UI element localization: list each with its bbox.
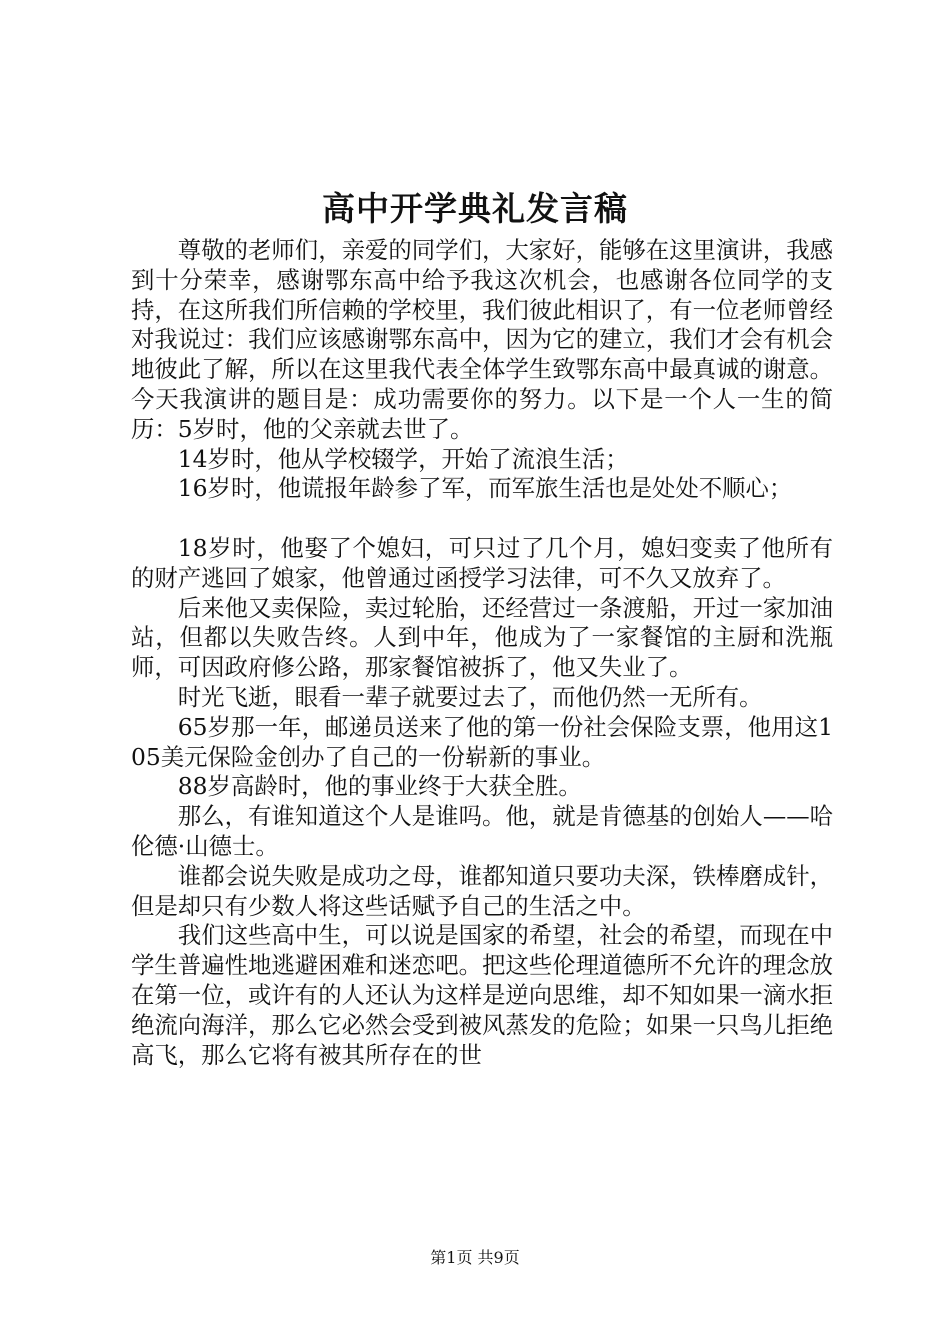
page-footer: 第1页 共9页 [430, 1248, 520, 1267]
paragraph-age-65: 65岁那一年，邮递员送来了他的第一份社会保险支票，他用这105美元保险金创办了自己的一份崭新的事业。 [131, 712, 833, 771]
document-body [131, 236, 833, 1070]
paragraph-age-16: 16岁时，他谎报年龄参了军，而军旅生活也是处处不顺心； [177, 474, 793, 503]
paragraph-intro: 尊敬的老师们，亲爱的同学们，大家好，能够在这里演讲，我感到十分荣幸，感谢鄂东高中给予我这次机会，也感谢各位同学的支持，在这所我们所信赖的学校里，我们彼此相识了，有一位老师曾经对我说过：我们应该感谢鄂东高中，因为它的建立，我们才会有机会地彼此了解，所以在这里我代表全体学生致鄂东高中最真诚的谢意。今天我演讲的题目是：成功需要你的努力。以下是一个人一生的简历：5岁时，他的父亲就去世了。 [131, 236, 833, 443]
paragraph-age-14: 14岁时，他从学校辍学，开始了流浪生活； [177, 444, 629, 473]
paragraph-founder: 那么，有谁知道这个人是谁吗。他，就是肯德基的创始人——哈伦德·山德士。 [131, 802, 833, 860]
paragraph-time-flies: 时光飞逝，眼看一辈子就要过去了，而他仍然一无所有。 [177, 682, 763, 711]
paragraph-later-jobs: 后来他又卖保险，卖过轮胎，还经营过一条渡船，开过一家加油站，但都以失败告终。人到中年，他成为了一家餐馆的主厨和洗瓶师，可因政府修公路，那家餐馆被拆了，他又失业了。 [131, 593, 833, 682]
paragraph-students: 我们这些高中生，可以说是国家的希望，社会的希望，而现在中学生普遍性地逃避困难和迷恋吧。把这些伦理道德所不允许的理念放在第一位，或许有的人还认为这样是逆向思维，却不知如果一滴水拒绝流向海洋，那么它必然会受到被风蒸发的危险；如果一只鸟儿拒绝高飞，那么它将有被其所存在的世 [131, 921, 833, 1069]
document-title: 高中开学典礼发言稿 [322, 189, 628, 228]
paragraph-failure: 谁都会说失败是成功之母，谁都知道只要功夫深，铁棒磨成针，但是却只有少数人将这些话赋予自己的生活之中。 [131, 861, 833, 920]
paragraph-age-18: 18岁时，他娶了个媳妇，可只过了几个月，媳妇变卖了他所有的财产逃回了娘家，他曾通过函授学习法律，可不久又放弃了。 [131, 533, 833, 592]
paragraph-age-88: 88岁高龄时，他的事业终于大获全胜。 [177, 772, 582, 801]
